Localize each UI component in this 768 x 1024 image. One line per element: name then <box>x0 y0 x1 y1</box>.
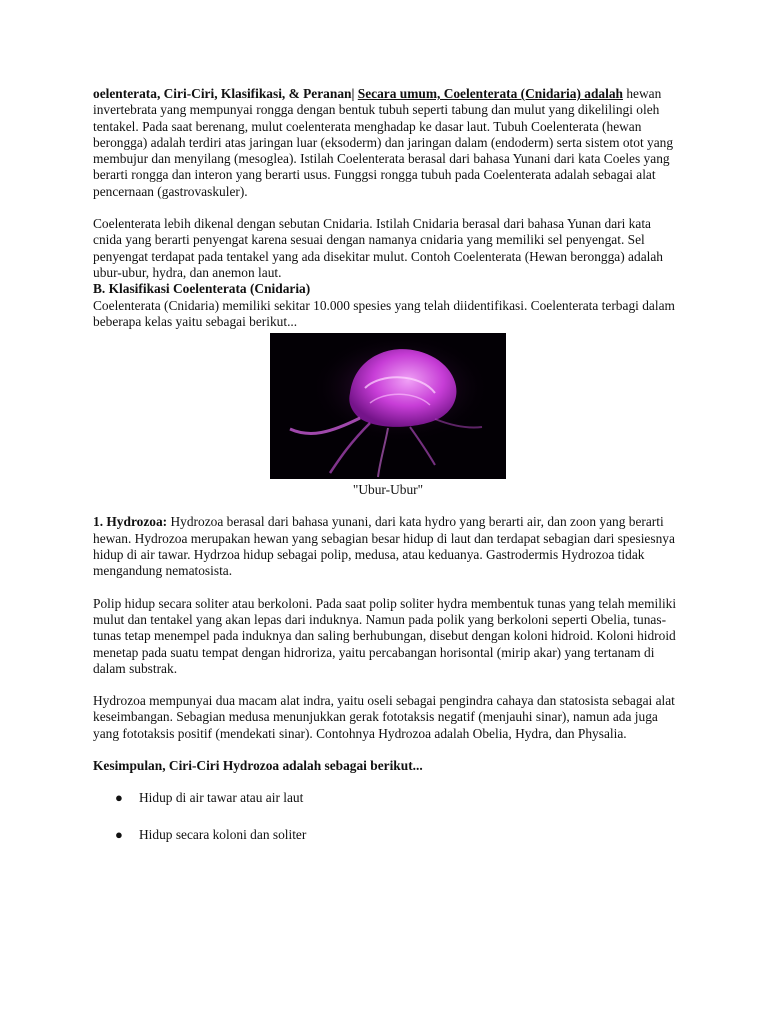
kesimpulan-heading: Kesimpulan, Ciri-Ciri Hydrozoa adalah sebagai berikut... <box>93 758 423 774</box>
list-item-text: Hidup secara koloni dan soliter <box>139 826 307 842</box>
jellyfish-illustration <box>270 333 506 479</box>
bullet-icon: ● <box>115 790 123 806</box>
section-b-heading: B. Klasifikasi Coelenterata (Cnidaria) <box>93 281 311 297</box>
section-b-body: Coelenterata (Cnidaria) memiliki sekitar 10.000 spesies yang telah diidentifikasi. Coelenterata terbagi dalam beberapa kelas yaitu sebagai berikut... <box>93 297 675 329</box>
intro-body: hewan invertebrata yang mempunyai rongga dengan bentuk tubuh seperti tabung dan mulut yang dikelilingi oleh tentakel. Pada saat berenang, mulut coelenterata menghadap ke dasar laut. Tubuh Coelenterata (hewan berongga) adalah terdiri atas jaringan luar (eksoderm) dan jaringan dalam (endoderm) serta sistem otot yang membujur dan menyilang (mesoglea). Istilah Coelenterata berasal dari bahasa Yunani dari kata Coeles yang berarti rongga dan interon yang berarti usus. Funggsi rongga tubuh pada Coelenterata adalah sebagai alat pencernaan (gastrovaskuler). <box>93 86 674 199</box>
hydrozoa-label: 1. Hydrozoa: <box>93 514 168 530</box>
intro-link[interactable]: Secara umum, Coelenterata (Cnidaria) adalah <box>357 86 623 101</box>
list-item-text: Hidup di air tawar atau air laut <box>139 790 304 806</box>
intro-paragraph <box>93 86 683 200</box>
jellyfish-image <box>270 333 506 479</box>
indra-paragraph: Hydrozoa mempunyai dua macam alat indra, yaitu oseli sebagai pengindra cahaya dan statosista sebagai alat keseimbangan. Sebagian medusa menunjukkan gerak fototaksis negatif (menjauhi sinar), namun ada juga yang fototaksis positif (mendekati sinar). Contohnya Hydrozoa adalah Obelia, Hydra, dan Physalia. <box>93 693 675 741</box>
bullet-icon: ● <box>115 826 123 842</box>
list-item <box>93 827 683 843</box>
hydrozoa-paragraph <box>93 514 683 579</box>
kesimpulan-list <box>93 790 683 843</box>
figure <box>93 333 683 498</box>
paragraph-cnidaria: Coelenterata lebih dikenal dengan sebutan Cnidaria. Istilah Cnidaria berasal dari bahasa Yunan dari kata cnida yang berarti penyengat karena sesuai dengan namanya cnidaria yang memiliki sel penyengat. Sel penyengat terdapat pada tentakel yang ada disekitar mulut. Contoh Coelenterata (Hewan berongga) adalah ubur-ubur, hydra, dan anemon laut. <box>93 216 663 280</box>
hydrozoa-body: Hydrozoa berasal dari bahasa yunani, dari kata hydro yang berarti air, dan zoon yang berarti hewan. Hydrozoa merupakan hewan yang sebagian besar hidup di laut dan terdapat sebagian dari spesiesnya hidup di air tawar. Hydrzoa hidup sebagai polip, medusa, atau keduanya. Gastrodermis Hydrozoa tidak mengandung nematosista. <box>93 514 675 579</box>
intro-title: oelenterata, Ciri-Ciri, Klasifikasi, & Peranan| <box>93 86 355 101</box>
polip-paragraph: Polip hidup secara soliter atau berkoloni. Pada saat polip soliter hydra membentuk tunas yang telah memiliki mulut dan tentakel yang akan lepas dari induknya. Namun pada polik yang berkoloni seperti Obelia, tunas-tunas tetap menempel pada induknya dan saling berhubungan, disebut dengan koloni hidroid. Koloni hidroid menetap pada suatu tempat dengan hidroriza, yaitu percabangan horisontal (mirip akar) yang tertanam di dalam substrak. <box>93 595 677 676</box>
list-item <box>93 790 683 806</box>
document-content <box>93 86 683 843</box>
image-caption: "Ubur-Ubur" <box>352 482 424 498</box>
